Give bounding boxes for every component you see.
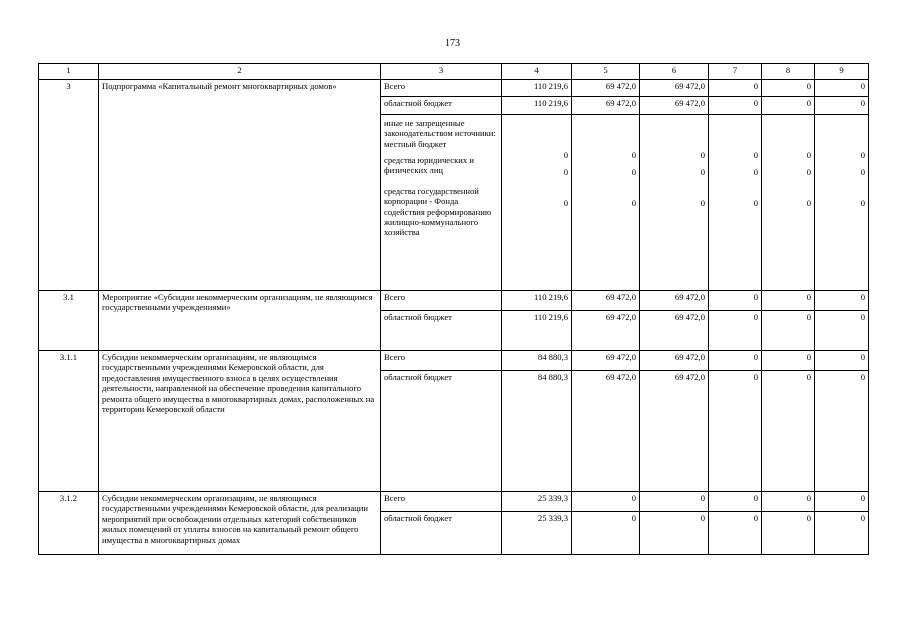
value-cell: 0 (700, 198, 705, 208)
value-cell: 0 (753, 150, 758, 160)
value-cell: 69 472,0 (572, 291, 640, 311)
item-name: Субсидии некоммерческим организациям, не являющимся государственными учреждениями Кемеровской области, для реализации мероприятий при освобождении отдельных категорий собственников жилых помещений от уплаты взносов на капитальный ремонт общего имущества в многоквартирных домах (99, 492, 381, 555)
value-cell: 0 (806, 150, 811, 160)
value-cell: 0 (806, 167, 811, 177)
value-cell: 0 (563, 150, 568, 160)
item-number: 3.1.1 (39, 351, 99, 492)
value-cell: 25 339,3 (502, 512, 572, 555)
column-number: 8 (762, 64, 815, 80)
value-cell: 69 472,0 (572, 97, 640, 115)
value-cell: 25 339,3 (502, 492, 572, 512)
other-sources-header: иные не запрещенные законодательством источники: (384, 118, 496, 139)
item-name: Подпрограмма «Капитальный ремонт многоквартирных домов» (99, 80, 381, 291)
funding-source: областной бюджет (381, 311, 502, 351)
value-cell: 0 (815, 311, 869, 351)
value-cell: 0 (762, 371, 815, 492)
value-cell: 0 (762, 351, 815, 371)
value-cell: 0 (563, 167, 568, 177)
value-cell: 0 (640, 512, 709, 555)
value-cell: 0 (860, 198, 865, 208)
funding-source: областной бюджет (381, 97, 502, 115)
item-name: Мероприятие «Субсидии некоммерческим организациям, не являющимся государственными учреждениями» (99, 291, 381, 351)
value-cell: 0 (815, 492, 869, 512)
value-cell: 0 (815, 512, 869, 555)
value-cell: 0 (815, 351, 869, 371)
value-cell: 0 (709, 80, 762, 97)
table-row (39, 492, 869, 512)
item-name: Субсидии некоммерческим организациям, не являющимся государственными учреждениями Кемеровской области, для предоставления имущественного взноса в целях осуществления деятельности, направленной на обеспечение проведения капитального ремонта общего имущества в многоквартирных домах, расположенных на территории Кемеровской области (99, 351, 381, 492)
funding-source: областной бюджет (381, 371, 502, 492)
value-column (572, 115, 640, 291)
value-column (762, 115, 815, 291)
funding-source: средства юридических и физических лиц (384, 154, 474, 176)
value-cell: 0 (631, 167, 636, 177)
value-column (640, 115, 709, 291)
value-column (815, 115, 869, 291)
value-cell: 0 (700, 150, 705, 160)
value-cell: 0 (709, 291, 762, 311)
value-cell: 69 472,0 (640, 97, 709, 115)
value-cell: 0 (563, 198, 568, 208)
funding-source: средства государственной корпорации - Фонда содействия реформированию жилищно-коммунального хозяйства (384, 185, 492, 238)
column-number: 1 (39, 64, 99, 80)
value-column (709, 115, 762, 291)
item-number: 3.1 (39, 291, 99, 351)
column-number: 6 (640, 64, 709, 80)
value-cell: 69 472,0 (572, 80, 640, 97)
value-cell: 84 880,3 (502, 351, 572, 371)
value-cell: 0 (709, 492, 762, 512)
column-number: 5 (572, 64, 640, 80)
value-cell: 0 (753, 167, 758, 177)
value-cell: 0 (631, 198, 636, 208)
value-cell: 0 (815, 291, 869, 311)
value-cell: 0 (572, 512, 640, 555)
value-cell: 69 472,0 (572, 311, 640, 351)
value-column (502, 115, 572, 291)
column-number: 7 (709, 64, 762, 80)
value-cell: 69 472,0 (572, 351, 640, 371)
funding-source: Всего (381, 492, 502, 512)
value-cell: 110 219,6 (502, 311, 572, 351)
item-number: 3.1.2 (39, 492, 99, 555)
table-row (39, 351, 869, 371)
funding-source-group (381, 115, 502, 291)
column-number: 2 (99, 64, 381, 80)
value-cell: 0 (709, 311, 762, 351)
value-cell: 0 (709, 371, 762, 492)
funding-source: Всего (381, 291, 502, 311)
column-number-row (39, 64, 869, 80)
value-cell: 0 (700, 167, 705, 177)
value-cell: 69 472,0 (640, 311, 709, 351)
value-cell: 0 (631, 150, 636, 160)
column-number: 9 (815, 64, 869, 80)
value-cell: 0 (640, 492, 709, 512)
funding-source: областной бюджет (381, 512, 502, 555)
value-cell: 0 (709, 512, 762, 555)
budget-table (38, 63, 869, 555)
value-cell: 0 (709, 351, 762, 371)
value-cell: 69 472,0 (640, 371, 709, 492)
value-cell: 0 (762, 492, 815, 512)
table-row (39, 291, 869, 311)
value-cell: 0 (762, 291, 815, 311)
value-cell: 0 (762, 512, 815, 555)
value-cell: 0 (860, 150, 865, 160)
table-row (39, 80, 869, 97)
value-cell: 69 472,0 (640, 80, 709, 97)
value-cell: 0 (709, 97, 762, 115)
value-cell: 0 (806, 198, 811, 208)
value-cell: 0 (762, 311, 815, 351)
column-number: 3 (381, 64, 502, 80)
value-cell: 110 219,6 (502, 80, 572, 97)
value-cell: 69 472,0 (572, 371, 640, 492)
page-number: 173 (445, 38, 460, 49)
value-cell: 69 472,0 (640, 351, 709, 371)
value-cell: 69 472,0 (640, 291, 709, 311)
value-cell: 110 219,6 (502, 291, 572, 311)
value-cell: 0 (762, 97, 815, 115)
value-cell: 0 (762, 80, 815, 97)
value-cell: 0 (753, 198, 758, 208)
funding-source: Всего (381, 351, 502, 371)
column-number: 4 (502, 64, 572, 80)
value-cell: 0 (860, 167, 865, 177)
value-cell: 84 880,3 (502, 371, 572, 492)
value-cell: 0 (815, 97, 869, 115)
value-cell: 0 (815, 80, 869, 97)
value-cell: 110 219,6 (502, 97, 572, 115)
funding-source: Всего (381, 80, 502, 97)
value-cell: 0 (572, 492, 640, 512)
item-number: 3 (39, 80, 99, 291)
funding-source: местный бюджет (384, 138, 447, 149)
value-cell: 0 (815, 371, 869, 492)
